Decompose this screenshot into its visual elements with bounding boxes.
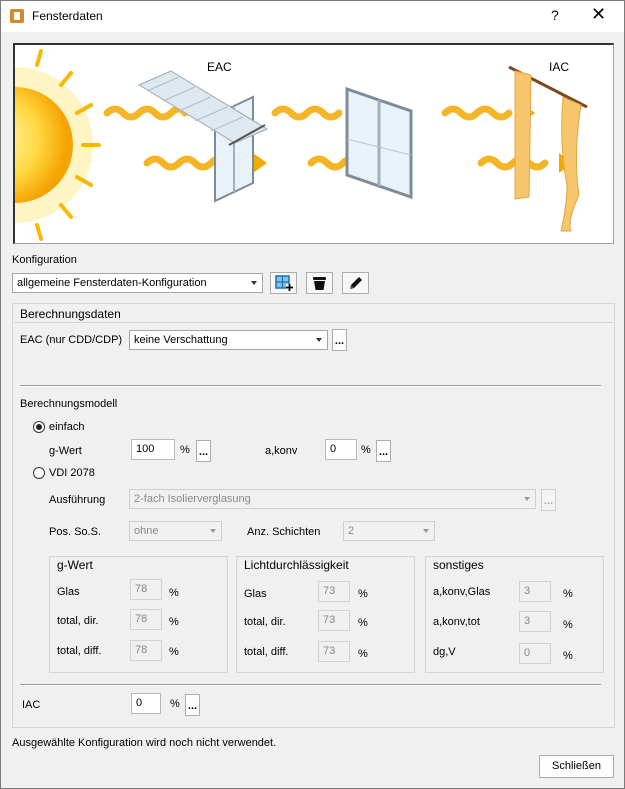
eac-label: EAC (nur CDD/CDP)	[20, 334, 123, 346]
licht-glas-unit: %	[358, 588, 368, 600]
chevron-down-icon	[423, 529, 429, 533]
delete-config-button[interactable]	[306, 272, 333, 294]
gwert-input[interactable]: 100	[131, 439, 175, 460]
akonv-tot-unit: %	[563, 619, 573, 631]
akonv-label: a,konv	[265, 445, 298, 457]
close-window-button[interactable]: ✕	[591, 4, 607, 24]
akonv-unit: %	[361, 444, 371, 456]
ausfuehrung-label: Ausführung	[49, 494, 106, 506]
licht-glas-label: Glas	[244, 588, 267, 600]
gwert-dir-label: total, dir.	[57, 615, 99, 627]
licht-glas-value: 73	[318, 581, 350, 602]
plain-window-icon	[347, 89, 411, 197]
vdi-radio[interactable]	[33, 467, 45, 479]
iac-label: IAC	[22, 699, 41, 711]
akonv-tot-value: 3	[519, 611, 551, 632]
akonv-glas-label: a,konv,Glas	[433, 586, 491, 598]
window-illustration	[13, 43, 614, 244]
window-title: Fensterdaten	[32, 9, 103, 23]
einfach-radio[interactable]	[33, 421, 45, 433]
dgv-value: 0	[519, 643, 551, 664]
gwert-label: g-Wert	[49, 445, 82, 457]
berechnungsmodell-heading: Berechnungsmodell	[20, 398, 118, 410]
gwert-glas-label: Glas	[57, 586, 80, 598]
anz-schichten-label: Anz. Schichten	[247, 526, 321, 538]
akonv-glas-unit: %	[563, 588, 573, 600]
app-icon	[10, 9, 24, 23]
gwert-glas-value: 78	[130, 579, 162, 600]
gwert-more-button[interactable]: ...	[196, 440, 211, 462]
iac-more-button[interactable]: ...	[185, 694, 200, 716]
dgv-unit: %	[563, 650, 573, 662]
chevron-down-icon	[251, 281, 257, 285]
new-config-button[interactable]	[270, 272, 297, 294]
separator	[20, 385, 601, 387]
konfiguration-label: Konfiguration	[12, 254, 77, 266]
licht-diff-value: 73	[318, 641, 350, 662]
pos-label: Pos. So.S.	[49, 526, 101, 538]
pos-select[interactable]	[129, 521, 222, 541]
gwert-group-title: g-Wert	[57, 558, 93, 572]
sonstiges-group-title: sonstiges	[433, 558, 484, 572]
akonv-more-button[interactable]: ...	[376, 440, 391, 462]
einfach-label: einfach	[49, 421, 85, 433]
anz-schichten-selected: 2	[348, 525, 355, 537]
help-button[interactable]: ?	[551, 7, 559, 23]
iac-unit: %	[170, 698, 180, 710]
ausfuehrung-selected: 2-fach Isolierverglasung	[134, 493, 251, 505]
iac-input[interactable]: 0	[131, 693, 161, 714]
schliessen-button[interactable]: Schließen	[539, 755, 614, 778]
trash-icon	[307, 273, 332, 293]
akonv-tot-label: a,konv,tot	[433, 616, 480, 628]
iac-caption: IAC	[549, 60, 570, 74]
gwert-diff-unit: %	[169, 646, 179, 658]
chevron-down-icon	[316, 338, 322, 342]
new-config-icon	[271, 273, 296, 293]
gwert-diff-value: 78	[130, 640, 162, 661]
separator	[20, 684, 601, 686]
edit-config-button[interactable]	[342, 272, 369, 294]
title-bar	[1, 1, 624, 32]
eac-selected: keine Verschattung	[134, 334, 228, 346]
illustration-graphic	[15, 45, 613, 243]
licht-diff-label: total, diff.	[244, 646, 289, 658]
licht-dir-value: 73	[318, 610, 350, 631]
licht-diff-unit: %	[358, 648, 368, 660]
gwert-dir-unit: %	[169, 616, 179, 628]
konfiguration-select[interactable]	[12, 273, 263, 293]
anz-schichten-select[interactable]	[343, 521, 435, 541]
heat-arrows-icon	[107, 109, 545, 167]
gwert-glas-unit: %	[169, 587, 179, 599]
konfiguration-selected: allgemeine Fensterdaten-Konfiguration	[17, 277, 207, 289]
gwert-unit: %	[180, 444, 190, 456]
gwert-dir-value: 78	[130, 609, 162, 630]
licht-dir-label: total, dir.	[244, 616, 286, 628]
vdi-label: VDI 2078	[49, 467, 95, 479]
eac-window-icon	[139, 71, 267, 201]
chevron-down-icon	[524, 497, 530, 501]
berechnungsdaten-heading: Berechnungsdaten	[20, 307, 121, 321]
gwert-diff-label: total, diff.	[57, 645, 102, 657]
pos-selected: ohne	[134, 525, 159, 537]
akonv-glas-value: 3	[519, 581, 551, 602]
ausfuehrung-more-button[interactable]: ...	[541, 489, 556, 511]
ausfuehrung-select[interactable]	[129, 489, 536, 509]
eac-select[interactable]	[129, 330, 328, 350]
status-text: Ausgewählte Konfiguration wird noch nicht verwendet.	[12, 737, 277, 749]
pencil-icon	[343, 273, 368, 293]
licht-group-title: Lichtdurchlässigkeit	[244, 558, 349, 572]
akonv-input[interactable]: 0	[325, 439, 357, 460]
sun-icon	[15, 51, 99, 239]
chevron-down-icon	[210, 529, 216, 533]
eac-caption: EAC	[207, 60, 232, 74]
iac-curtain-icon	[509, 67, 587, 231]
licht-dir-unit: %	[358, 617, 368, 629]
eac-more-button[interactable]: ...	[332, 329, 347, 351]
dgv-label: dg,V	[433, 646, 456, 658]
heading-divider	[14, 322, 613, 323]
